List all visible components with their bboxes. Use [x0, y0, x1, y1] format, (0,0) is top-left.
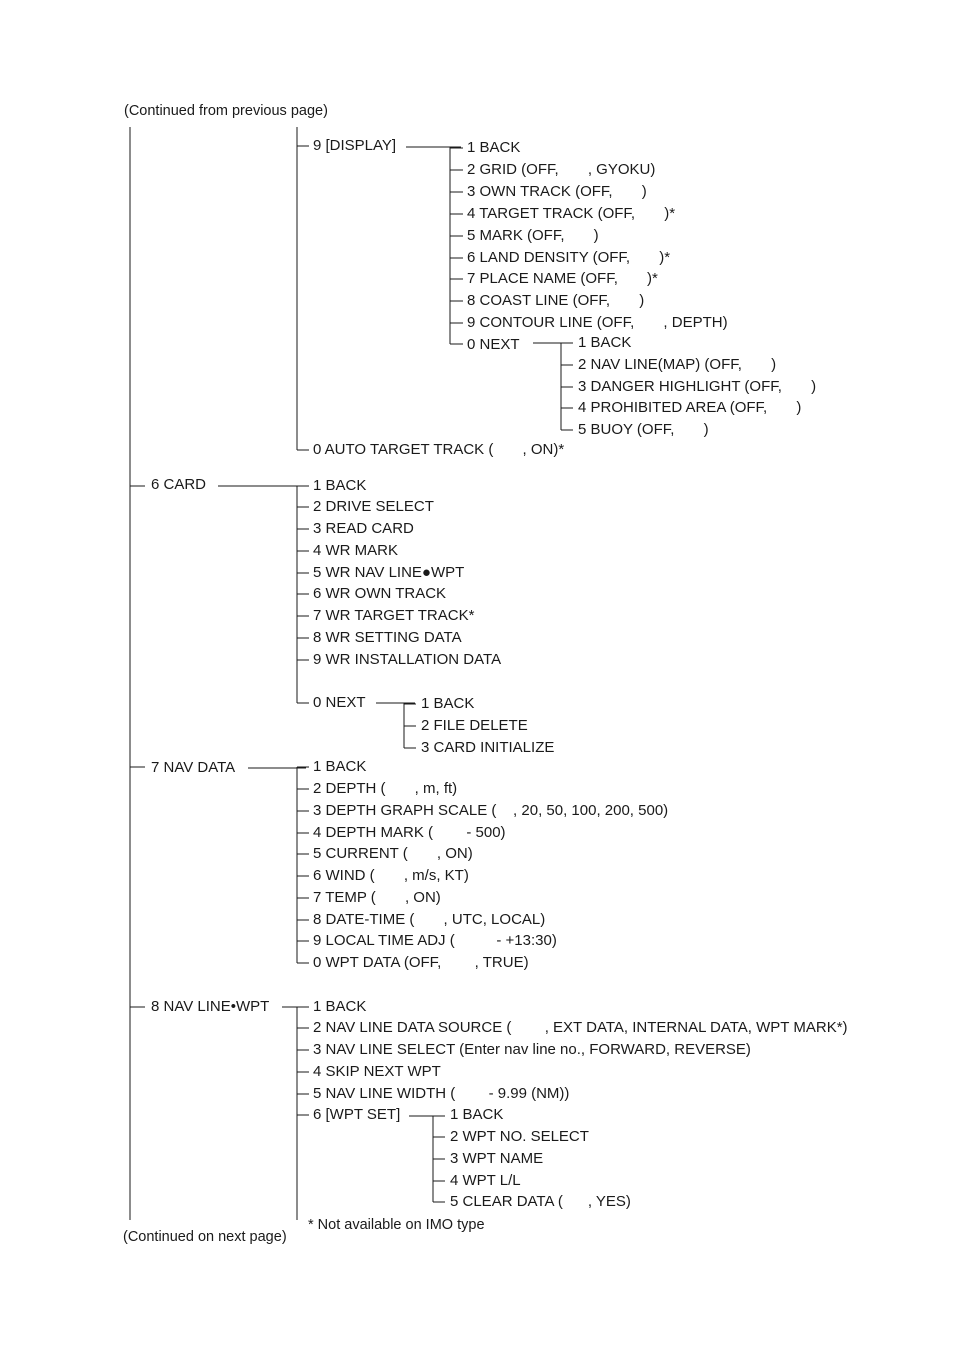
display-item: 2 GRID (OFF, , GYOKU) [467, 161, 656, 178]
wpt-set-item: 5 CLEAR DATA ( , YES) [450, 1193, 631, 1210]
card-next-item: 3 CARD INITIALIZE [421, 739, 555, 756]
card-item-next: 0 NEXT [313, 694, 366, 711]
continued-on-note: (Continued on next page) [123, 1229, 287, 1245]
display-item: 4 TARGET TRACK (OFF, )* [467, 205, 676, 222]
display-item: 8 COAST LINE (OFF, ) [467, 292, 645, 309]
card-next-item: 1 BACK [421, 695, 475, 712]
navline-item: 5 NAV LINE WIDTH ( - 9.99 (NM)) [313, 1085, 570, 1102]
card-item: 8 WR SETTING DATA [313, 629, 462, 646]
display-item: 6 LAND DENSITY (OFF, )* [467, 249, 671, 266]
display-next-item: 1 BACK [578, 334, 632, 351]
display-next-item: 2 NAV LINE(MAP) (OFF, ) [578, 356, 777, 373]
display-item-next: 0 NEXT [467, 336, 520, 353]
navdata-item: 6 WIND ( , m/s, KT) [313, 867, 469, 884]
navdata-item: 1 BACK [313, 758, 367, 775]
menu-item-nav-line-wpt: 8 NAV LINE•WPT [151, 998, 270, 1015]
navdata-item: 3 DEPTH GRAPH SCALE ( , 20, 50, 100, 200, 500) [313, 802, 669, 819]
navline-item-wpt-set: 6 [WPT SET] [313, 1106, 401, 1123]
card-item: 6 WR OWN TRACK [313, 585, 447, 602]
wpt-set-item: 2 WPT NO. SELECT [450, 1128, 589, 1145]
menu-item-nav-data: 7 NAV DATA [151, 759, 236, 776]
card-item: 1 BACK [313, 477, 367, 494]
display-next-item: 3 DANGER HIGHLIGHT (OFF, ) [578, 378, 817, 395]
navdata-item: 0 WPT DATA (OFF, , TRUE) [313, 954, 529, 971]
card-next-item: 2 FILE DELETE [421, 717, 528, 734]
navline-item: 2 NAV LINE DATA SOURCE ( , EXT DATA, INTERNAL DATA, WPT MARK*) [313, 1019, 848, 1036]
card-item: 9 WR INSTALLATION DATA [313, 651, 502, 668]
display-next-item: 5 BUOY (OFF, ) [578, 421, 709, 438]
navline-item: 1 BACK [313, 998, 367, 1015]
navdata-item: 4 DEPTH MARK ( - 500) [313, 824, 506, 841]
wpt-set-item: 1 BACK [450, 1106, 504, 1123]
navdata-item: 2 DEPTH ( , m, ft) [313, 780, 458, 797]
card-item: 3 READ CARD [313, 520, 414, 537]
footnote-imo: * Not available on IMO type [308, 1217, 485, 1233]
navdata-item: 9 LOCAL TIME ADJ ( - +13:30) [313, 932, 557, 949]
card-item: 4 WR MARK [313, 542, 399, 559]
navdata-item: 7 TEMP ( , ON) [313, 889, 441, 906]
wpt-set-item: 3 WPT NAME [450, 1150, 544, 1167]
menu-item-card: 6 CARD [151, 476, 207, 493]
navdata-item: 5 CURRENT ( , ON) [313, 845, 473, 862]
display-item: 9 CONTOUR LINE (OFF, , DEPTH) [467, 314, 728, 331]
navline-item: 3 NAV LINE SELECT (Enter nav line no., FORWARD, REVERSE) [313, 1041, 751, 1058]
card-item: 7 WR TARGET TRACK* [313, 607, 475, 624]
card-item: 5 WR NAV LINE●WPT [313, 564, 465, 581]
display-item: 3 OWN TRACK (OFF, ) [467, 183, 647, 200]
display-next-item: 4 PROHIBITED AREA (OFF, ) [578, 399, 802, 416]
display-item: 5 MARK (OFF, ) [467, 227, 599, 244]
navline-item: 4 SKIP NEXT WPT [313, 1063, 441, 1080]
navdata-item: 8 DATE-TIME ( , UTC, LOCAL) [313, 911, 546, 928]
menu-item-auto-target-track: 0 AUTO TARGET TRACK ( , ON)* [313, 441, 565, 458]
display-item: 1 BACK [467, 139, 521, 156]
display-item: 7 PLACE NAME (OFF, )* [467, 270, 658, 287]
continued-from-note: (Continued from previous page) [124, 103, 328, 119]
card-item: 2 DRIVE SELECT [313, 498, 434, 515]
wpt-set-item: 4 WPT L/L [450, 1172, 521, 1189]
menu-item-display: 9 [DISPLAY] [313, 137, 397, 154]
